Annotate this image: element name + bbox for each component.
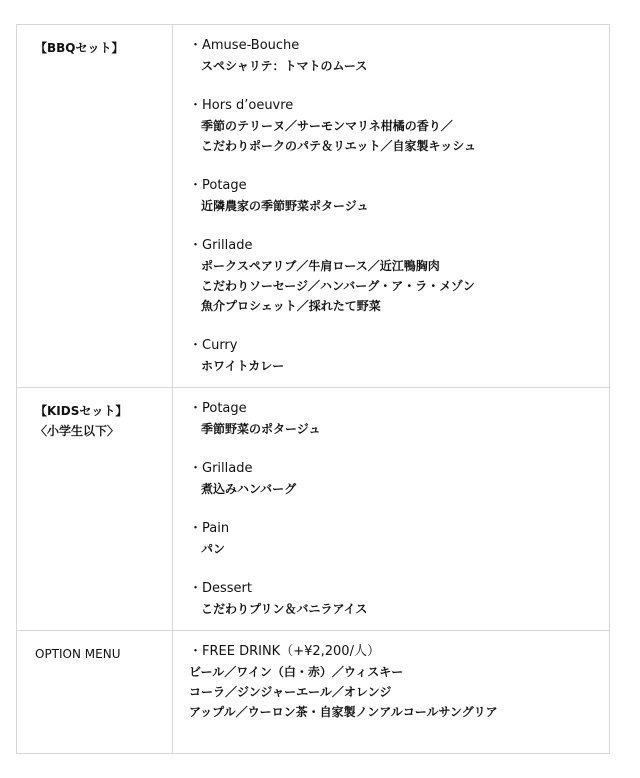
dish-line: ホワイトカレー	[201, 359, 285, 373]
course-title: ・Potage	[189, 401, 247, 416]
bbq-set-label: 【BBQセット】	[35, 41, 124, 55]
dish-line: こだわりプリン＆バニラアイス	[201, 602, 368, 616]
dish-line: ポークスペアリブ／牛肩ロース／近江鴨胸肉	[201, 259, 440, 273]
dish-line: こだわりポークのパテ＆リエット／自家製キッシュ	[201, 139, 477, 153]
bbq-set-row	[17, 25, 609, 388]
course-potage	[189, 176, 609, 216]
course-potage	[189, 399, 609, 439]
kids-set-sublabel: 〈小学生以下〉	[35, 424, 120, 438]
course-title: ・Curry	[189, 338, 238, 353]
bbq-set-label-cell	[17, 25, 173, 387]
kids-set-label: 【KIDSセット】	[35, 404, 128, 418]
option-menu-label: OPTION MENU	[35, 647, 121, 661]
course-title: ・Grillade	[189, 461, 253, 476]
kids-set-row	[17, 388, 609, 631]
dish-line: 魚介プロシェット／採れたて野菜	[201, 299, 381, 313]
course-title: ・Pain	[189, 521, 230, 536]
course-dessert	[189, 579, 609, 619]
course-title: ・Dessert	[189, 581, 252, 596]
dish-line: パン	[201, 542, 226, 556]
course-grillade	[189, 236, 609, 316]
dish-line: こだわりソーセージ／ハンバーグ・ア・ラ・メゾン	[201, 279, 475, 293]
option-menu-row	[17, 631, 609, 753]
drink-line: アップル／ウーロン茶・自家製ノンアルコールサングリア	[189, 705, 498, 719]
dish-line: スペシャリテ：トマトのムース	[201, 59, 368, 73]
menu-table	[16, 24, 610, 754]
dish-line: 煮込みハンバーグ	[201, 482, 297, 496]
drink-line: ビール／ワイン（白・赤）／ウィスキー	[189, 665, 404, 679]
course-title: ・Grillade	[189, 238, 253, 253]
dish-line: 近隣農家の季節野菜ポタージュ	[201, 199, 369, 213]
kids-set-label-cell	[17, 388, 173, 630]
dish-line: 季節野菜のポタージュ	[201, 422, 321, 436]
drink-line: コーラ／ジンジャーエール／オレンジ	[189, 685, 392, 699]
bbq-set-courses	[173, 25, 609, 387]
course-title: ・Hors d’oeuvre	[189, 98, 294, 113]
course-amuse-bouche	[189, 36, 609, 76]
option-menu-content	[173, 631, 609, 753]
dish-line: 季節のテリーヌ／サーモンマリネ柑橘の香り／	[201, 119, 453, 133]
course-hors-doeuvre	[189, 96, 609, 156]
course-grillade	[189, 459, 609, 499]
course-curry	[189, 336, 609, 376]
option-menu-label-cell	[17, 631, 173, 753]
kids-set-courses	[173, 388, 609, 630]
course-title: ・Amuse-Bouche	[189, 38, 300, 53]
free-drink-title: ・FREE DRINK（+¥2,200/人）	[189, 644, 380, 659]
course-title: ・Potage	[189, 178, 247, 193]
course-pain	[189, 519, 609, 559]
